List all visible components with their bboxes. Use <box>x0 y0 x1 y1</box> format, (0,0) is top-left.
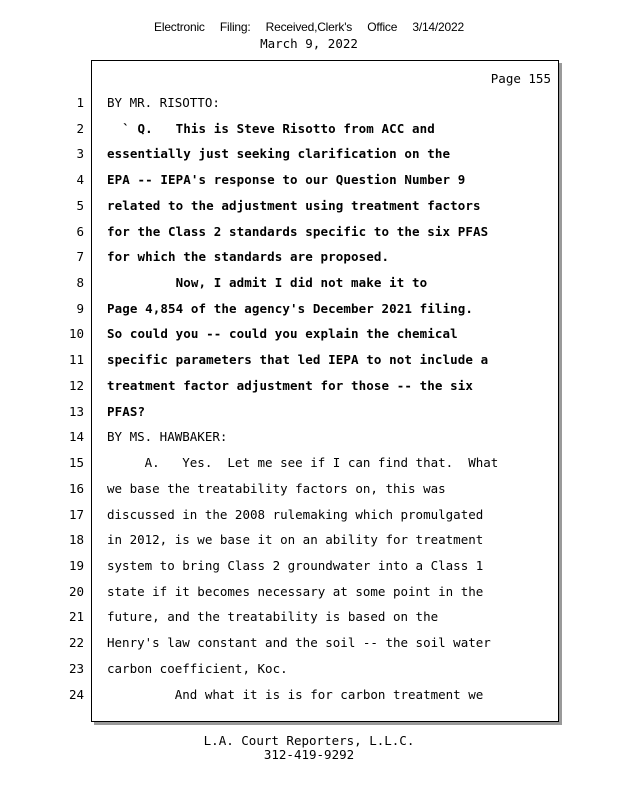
line-text: PFAS? <box>107 403 146 419</box>
line-text: essentially just seeking clarification on the <box>107 146 451 162</box>
line-number: 22 <box>68 635 84 651</box>
transcript-line <box>0 146 618 172</box>
line-text: related to the adjustment using treatment factors <box>107 197 481 213</box>
line-number: 9 <box>76 300 84 316</box>
line-number: 6 <box>76 223 84 239</box>
transcript-line <box>0 558 618 584</box>
line-text: for the Class 2 standards specific to the six PFAS <box>107 223 489 239</box>
page-number: Page 155 <box>490 71 551 86</box>
line-text: BY MS. HAWBAKER: <box>107 429 228 445</box>
transcript-line <box>0 609 618 635</box>
transcript-line <box>0 687 618 713</box>
line-text: Now, I admit I did not make it to <box>107 275 428 291</box>
line-text: treatment factor adjustment for those -- the six <box>107 377 474 393</box>
line-number: 13 <box>68 403 84 419</box>
line-number: 3 <box>76 146 84 162</box>
line-number: 19 <box>68 557 84 573</box>
line-number: 15 <box>68 455 84 471</box>
line-number: 17 <box>68 506 84 522</box>
line-text: state if it becomes necessary at some point in the <box>107 583 484 599</box>
line-number: 20 <box>68 583 84 599</box>
filing-word-3: Received,Clerk's <box>265 20 353 34</box>
line-number: 8 <box>76 275 84 291</box>
transcript-line <box>0 172 618 198</box>
line-text: Page 4,854 of the agency's December 2021 filing. <box>107 300 474 316</box>
line-number: 23 <box>68 660 84 676</box>
line-number: 4 <box>76 172 84 188</box>
line-number: 2 <box>76 120 84 136</box>
transcript-line <box>0 455 618 481</box>
line-text: EPA -- IEPA's response to our Question Number 9 <box>107 172 466 188</box>
transcript-line <box>0 249 618 275</box>
transcript-line <box>0 532 618 558</box>
line-number: 21 <box>68 609 84 625</box>
transcript-line <box>0 95 618 121</box>
transcript-line <box>0 584 618 610</box>
filing-word-1: Electronic <box>154 20 205 34</box>
line-number: 1 <box>76 95 84 110</box>
footer-phone: 312-419-9292 <box>263 747 355 762</box>
line-text: So could you -- could you explain the chemical <box>107 326 458 342</box>
line-text: A. Yes. Let me see if I can find that. What <box>107 455 499 471</box>
transcript-line <box>0 404 618 430</box>
line-number: 5 <box>76 197 84 213</box>
transcript-line <box>0 352 618 378</box>
transcript-line <box>0 507 618 533</box>
line-text: in 2012, is we base it on an ability for treatment <box>107 532 484 548</box>
transcript-line <box>0 429 618 455</box>
line-text: system to bring Class 2 groundwater into a Class 1 <box>107 557 484 573</box>
transcript-line <box>0 275 618 301</box>
line-number: 16 <box>68 480 84 496</box>
transcript-line <box>0 635 618 661</box>
line-text: Henry's law constant and the soil -- the soil water <box>107 635 491 651</box>
line-text: future, and the treatability is based on the <box>107 609 439 625</box>
electronic-filing-stamp <box>0 20 618 34</box>
line-number: 7 <box>76 249 84 265</box>
transcript-line <box>0 301 618 327</box>
transcript-line <box>0 224 618 250</box>
transcript-line <box>0 198 618 224</box>
filing-word-2: Filing: <box>219 20 251 34</box>
transcript-line <box>0 481 618 507</box>
line-number: 11 <box>68 352 84 368</box>
hearing-date: March 9, 2022 <box>260 36 358 51</box>
line-text: for which the standards are proposed. <box>107 249 390 265</box>
transcript-line <box>0 121 618 147</box>
transcript-line <box>0 326 618 352</box>
transcript-line <box>0 661 618 687</box>
line-number: 14 <box>68 429 84 445</box>
line-text: discussed in the 2008 rulemaking which promulgated <box>107 506 484 522</box>
line-number: 12 <box>68 377 84 393</box>
line-text: we base the treatability factors on, this was <box>107 480 446 496</box>
line-text: carbon coefficient, Koc. <box>107 660 288 676</box>
line-text: And what it is is for carbon treatment we <box>107 686 484 702</box>
transcript-line <box>0 378 618 404</box>
line-number: 10 <box>68 326 84 342</box>
line-number: 24 <box>68 686 84 702</box>
footer-company: L.A. Court Reporters, L.L.C. <box>203 733 415 748</box>
filing-word-5: 3/14/2022 <box>412 20 464 34</box>
line-text: ` Q. This is Steve Risotto from ACC and <box>107 120 435 136</box>
filing-word-4: Office <box>367 20 398 34</box>
line-text: specific parameters that led IEPA to not include a <box>107 352 489 368</box>
line-number: 18 <box>68 532 84 548</box>
line-text: BY MR. RISOTTO: <box>107 95 220 110</box>
